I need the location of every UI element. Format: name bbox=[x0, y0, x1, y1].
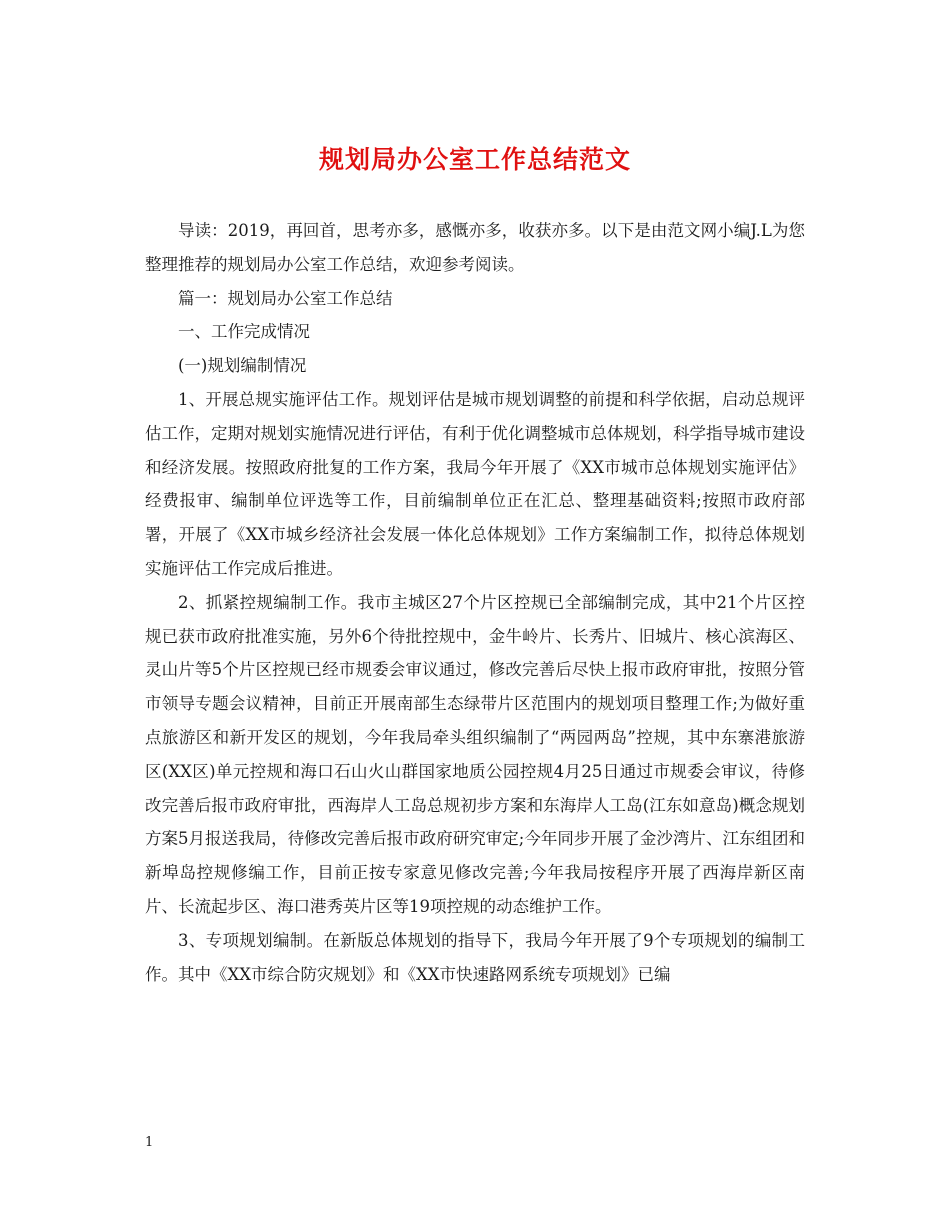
document-title: 规划局办公室工作总结范文 bbox=[318, 145, 631, 174]
subsection-heading-planning: (一)规划编制情况 bbox=[178, 356, 307, 376]
section-heading-part-one: 篇一：规划局办公室工作总结 bbox=[178, 288, 393, 308]
body-paragraph: 2、抓紧控规编制工作。我市主城区27个片区控规已全部编制完成，其中21个片区控规已获市政府批准实施，另外6个待批控规中，金牛岭片、长秀片、旧城片、核心滨海区、灵山片等5个片区控规已经市规委会审议通过，修改完善后尽快上报市政府审批，按照分管市领导专题会议精神，目前正开展南部生态绿带片区范围内的规划项目整理工作;为做好重点旅游区和新开发区的规划，今年我局牵头组织编制了“两园两岛”控规，其中东寨港旅游区(XX区)单元控规和海口石山火山群国家地质公园控规4月25日通过市规委会审议，待修改完善后报市政府审批，西海岸人工岛总规初步方案和东海岸人工岛(江东如意岛)概念规划方案5月报送我局，待修改完善后报市政府研究审定;今年同步开展了金沙湾片、江东组团和新埠岛控规修编工作，目前正按专家意见修改完善;今年我局按程序开展了西海岸新区南片、长流起步区、海口港秀英片区等19项控规的动态维护工作。 bbox=[145, 592, 805, 916]
section-heading-work-completion: 一、工作完成情况 bbox=[178, 322, 310, 342]
document-body bbox=[145, 214, 805, 991]
page-number: 1 bbox=[145, 1135, 154, 1150]
intro-paragraph: 导读：2019，再回首，思考亦多，感慨亦多，收获亦多。以下是由范文网小编J.L为您整理推荐的规划局办公室工作总结，欢迎参考阅读。 bbox=[145, 221, 805, 274]
body-paragraph: 1、开展总规实施评估工作。规划评估是城市规划调整的前提和科学依据，启动总规评估工作，定期对规划实施情况进行评估，有利于优化调整城市总体规划，科学指导城市建设和经济发展。按照政府批复的工作方案，我局今年开展了《XX市城市总体规划实施评估》经费报审、编制单位评选等工作，目前编制单位正在汇总、整理基础资料;按照市政府部署，开展了《XX市城乡经济社会发展一体化总体规划》工作方案编制工作，拟待总体规划实施评估工作完成后推进。 bbox=[145, 389, 805, 578]
body-paragraph: 3、专项规划编制。在新版总体规划的指导下，我局今年开展了9个专项规划的编制工作。其中《XX市综合防灾规划》和《XX市快速路网系统专项规划》已编 bbox=[145, 930, 805, 984]
